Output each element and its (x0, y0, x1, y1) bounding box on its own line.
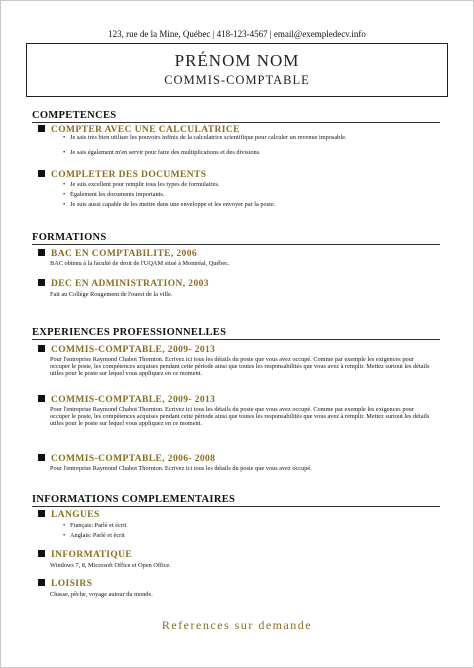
informatique-heading: INFORMATIQUE (38, 550, 132, 560)
references-footer: References sur demande (161, 618, 313, 632)
square-bullet-icon (38, 454, 45, 461)
experience-text: Pour l'entreprise Raymond Chabot Thornton. Ecrivez ici tous les détails du poste que vous avez occupé. Comme par exemple les exigences pour occuper le poste, les compétences acquises pendant cette période ainsi que toutes les responsabilités que vous avez à remplir. Mettez surtout les détails utiles pour le poste sur lequel vous appliquez en ce moment. (50, 406, 430, 428)
experience-heading: COMMIS-COMPTABLE, 2009- 2013 (38, 395, 215, 405)
experience-heading: COMMIS-COMPTABLE, 2009- 2013 (38, 345, 215, 355)
bullet-item: • Je suis aussi capable de les mettre dans une enveloppe et les envoyer par la poste. (63, 201, 276, 208)
square-bullet-icon (38, 395, 45, 402)
bullet-item: • Anglais: Parlé et écrit (63, 532, 125, 539)
section-formations-title: FORMATIONS (32, 232, 440, 245)
informatique-text: Windows 7, 8, Microsoft Office et Open Office. (50, 562, 171, 569)
square-bullet-icon (38, 579, 45, 586)
bullet-dot-icon: • (63, 134, 66, 141)
bullet-dot-icon: • (63, 191, 66, 198)
competence-heading: COMPLETER DES DOCUMENTS (38, 170, 206, 180)
competence-heading: COMPTER AVEC UNE CALCULATRICE (38, 125, 240, 135)
experience-heading: COMMIS-COMPTABLE, 2006- 2008 (38, 454, 215, 464)
square-bullet-icon (38, 510, 45, 517)
formation-heading: DEC EN ADMINISTRATION, 2003 (38, 279, 209, 289)
bullet-dot-icon: • (63, 201, 66, 208)
bullet-dot-icon: • (63, 181, 66, 188)
square-bullet-icon (38, 279, 45, 286)
contact-line: 123, rue de la Mine, Québec | 418-123-4567 | email@exempledecv.info (108, 29, 366, 39)
square-bullet-icon (38, 170, 45, 177)
bullet-item: • Je sais également m'en servir pour faire des multiplications et des divisions. (63, 149, 261, 156)
bullet-dot-icon: • (63, 532, 66, 539)
name-box (26, 43, 448, 97)
loisirs-heading: LOISIRS (38, 579, 92, 589)
square-bullet-icon (38, 550, 45, 557)
formation-text: Fait au Collège Rougement de l'ouest de la ville. (50, 291, 173, 298)
loisirs-text: Chasse, pêche, voyage autour du monde. (50, 591, 153, 598)
bullet-item: • Je suis excellent pour remplir tous les types de formulaires. (63, 181, 220, 188)
square-bullet-icon (38, 125, 45, 132)
formation-heading: BAC EN COMPTABILITE, 2006 (38, 249, 197, 259)
square-bullet-icon (38, 345, 45, 352)
bullet-item: • Également les documents importants. (63, 191, 165, 198)
langues-heading: LANGUES (38, 510, 100, 520)
job-title: COMMIS-COMPTABLE (164, 73, 310, 87)
section-experiences-title: EXPERIENCES PROFESSIONNELLES (32, 327, 440, 340)
bullet-item: • Français: Parlé et écrit (63, 522, 127, 529)
formation-text: BAC obtenu à la faculté de droit de l'UQAM situé à Montréal, Québec. (50, 260, 230, 267)
section-competences-title: COMPETENCES (32, 110, 440, 123)
candidate-name: PRÉNOM NOM (174, 51, 300, 70)
experience-text: Pour l'entreprise Raymond Chabot Thornton. Ecrivez ici tous les détails du poste que vous avez occupé. (50, 465, 312, 472)
section-informations-title: INFORMATIONS COMPLEMENTAIRES (32, 494, 440, 507)
square-bullet-icon (38, 249, 45, 256)
bullet-dot-icon: • (63, 149, 66, 156)
bullet-dot-icon: • (63, 522, 66, 529)
experience-text: Pour l'entreprise Raymond Chabot Thornton. Ecrivez ici tous les détails du poste que vous avez occupé. Comme par exemple les exigences pour occuper le poste, les compétences acquises pendant cette période ainsi que toutes les responsabilités que vous avez à remplir. Mettez surtout les détails utiles pour le poste sur lequel vous appliquez en ce moment. (50, 356, 430, 378)
bullet-item: • Je sais très bien utiliser les pouvoirs infinis de la calculatrice scientifique pour calculer un revenue imposable. (63, 134, 347, 141)
